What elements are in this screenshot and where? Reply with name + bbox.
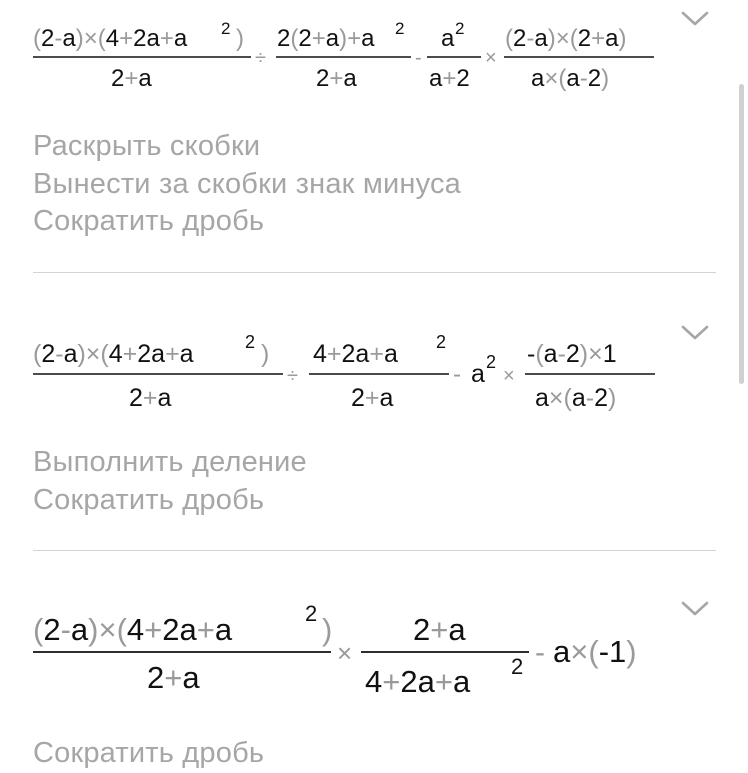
svg-text:a: a [471, 360, 485, 388]
svg-text:2+a: 2+a [147, 660, 200, 695]
svg-text:-: - [535, 636, 545, 669]
svg-text:-: - [415, 47, 422, 69]
step-3-expression [33, 590, 683, 710]
hint-expand-brackets[interactable]: Раскрыть скобки [33, 130, 261, 162]
svg-text:2: 2 [395, 19, 405, 38]
svg-text:2: 2 [511, 654, 524, 679]
hint-reduce-fraction[interactable]: Сократить дробь [33, 205, 265, 237]
step-2-hints [33, 444, 307, 519]
svg-text:): ) [261, 340, 270, 368]
svg-text:4+2a+a: 4+2a+a [365, 664, 471, 699]
hint-factor-minus[interactable]: Вынести за скобки знак минуса [33, 167, 461, 200]
chevron-down-icon [680, 598, 710, 620]
svg-text:(2-a)×(4+2a+a: (2-a)×(4+2a+a [33, 340, 194, 368]
svg-text:2(2+a)+a: 2(2+a)+a [277, 25, 375, 52]
hint-reduce-fraction[interactable]: Сократить дробь [33, 483, 265, 516]
svg-text:): ) [236, 25, 244, 52]
step-1-hints [33, 128, 461, 241]
svg-text:2+a: 2+a [316, 65, 357, 92]
svg-text:2: 2 [436, 332, 447, 352]
expand-step-3-button[interactable] [680, 598, 710, 620]
step-1-expression [33, 10, 673, 110]
svg-text:a×(-1): a×(-1) [553, 634, 637, 669]
svg-text:(2-a)×(4+2a+a: (2-a)×(4+2a+a [33, 612, 233, 647]
hint-perform-division[interactable]: Выполнить деление [33, 446, 307, 478]
svg-text:×: × [337, 638, 353, 668]
svg-text:2+a: 2+a [413, 612, 466, 647]
svg-text:2: 2 [245, 332, 256, 352]
svg-text:2+a: 2+a [111, 65, 152, 92]
svg-text:(2-a)×(4+2a+a: (2-a)×(4+2a+a [33, 25, 188, 52]
svg-text:2: 2 [455, 19, 465, 38]
svg-text:2: 2 [305, 601, 318, 626]
svg-text:÷: ÷ [255, 47, 266, 69]
step-2-expression [33, 320, 673, 430]
svg-text:): ) [322, 612, 333, 647]
svg-text:a: a [441, 25, 455, 52]
svg-text:a+2: a+2 [429, 65, 470, 92]
chevron-down-icon [680, 8, 710, 30]
scrollbar[interactable] [739, 84, 744, 384]
expand-step-1-button[interactable] [680, 8, 710, 30]
svg-text:-: - [453, 361, 461, 388]
svg-text:a×(a-2): a×(a-2) [535, 384, 617, 412]
svg-text:4+2a+a: 4+2a+a [313, 340, 398, 368]
svg-text:÷: ÷ [287, 365, 298, 387]
divider [33, 272, 716, 273]
svg-text:a×(a-2): a×(a-2) [531, 65, 610, 92]
expand-step-2-button[interactable] [680, 322, 710, 344]
svg-text:2+a: 2+a [351, 384, 394, 412]
svg-text:-(a-2)×1: -(a-2)×1 [527, 340, 617, 368]
svg-text:×: × [503, 365, 515, 387]
divider [33, 550, 716, 551]
svg-text:2+a: 2+a [129, 384, 172, 412]
svg-text:(2-a)×(2+a): (2-a)×(2+a) [505, 25, 627, 52]
svg-text:×: × [485, 47, 497, 69]
chevron-down-icon [680, 322, 710, 344]
svg-text:2: 2 [221, 19, 231, 38]
hint-reduce-fraction[interactable]: Сократить дробь [33, 737, 265, 769]
svg-text:2: 2 [486, 352, 497, 372]
step-3-hints [33, 735, 264, 773]
